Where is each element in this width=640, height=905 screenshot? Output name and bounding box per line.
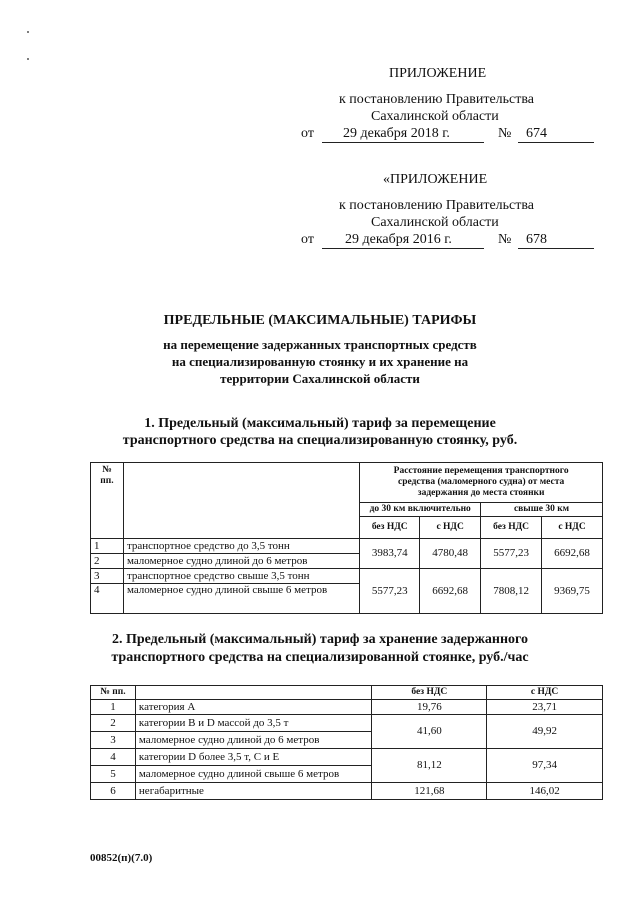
section-1-heading: 1. Предельный (максимальный) тариф за перемещение (144, 416, 496, 431)
table-row (91, 783, 603, 800)
doc-subtitle-line: на перемещение задержанных транспортных средств (163, 337, 477, 352)
document-code: 00852(п)(7.0) (90, 852, 153, 864)
col-name-header (135, 686, 372, 700)
value-cell: 49,92 (487, 715, 603, 749)
number-underline (518, 142, 594, 143)
value-cell: 6692,68 (420, 569, 481, 614)
no-vat-header: без НДС (372, 686, 487, 700)
value-cell: 23,71 (487, 700, 603, 715)
row-name: категории D более 3,5 т, С и Е (135, 749, 372, 766)
row-number: 6 (91, 783, 136, 800)
row-number: 1 (91, 539, 124, 554)
table-row (91, 715, 603, 732)
row-number: 3 (91, 732, 136, 749)
scan-speck (27, 31, 29, 33)
value-cell: 4780,48 (420, 539, 481, 569)
row-name: транспортное средство свыше 3,5 тонн (123, 569, 359, 584)
appendix-title: «ПРИЛОЖЕНИЕ (383, 172, 488, 187)
row-number: 2 (91, 554, 124, 569)
doc-subtitle-line: на специализированную стоянку и их хранение на (171, 354, 469, 369)
row-name: категории В и D массой до 3,5 т (135, 715, 372, 732)
distance-header-line: Расстояние перемещения транспортного (393, 466, 569, 476)
value-cell: 6692,68 (542, 539, 603, 569)
no-vat-header: без НДС (360, 517, 420, 539)
vat-header: с НДС (420, 517, 481, 539)
appendix-title: ПРИЛОЖЕНИЕ (389, 66, 487, 81)
number-label: № (498, 232, 512, 247)
row-name: транспортное средство до 3,5 тонн (123, 539, 359, 554)
decree-line: к постановлению Правительства (339, 92, 535, 107)
value-cell: 7808,12 (481, 569, 542, 614)
from-label: от (301, 232, 314, 247)
number-label: № (498, 126, 512, 141)
decree-number: 678 (526, 232, 547, 247)
distance-header-line: средства (маломерного судна) от места (398, 477, 565, 487)
decree-date: 29 декабря 2016 г. (345, 232, 452, 247)
range-header-30km: до 30 км включительно (360, 503, 481, 517)
row-number: 5 (91, 766, 136, 783)
row-number: 4 (91, 749, 136, 766)
value-cell: 41,60 (372, 715, 487, 749)
date-underline (322, 248, 484, 249)
distance-header (360, 463, 603, 503)
value-cell: 3983,74 (360, 539, 420, 569)
region-line: Сахалинской области (371, 215, 499, 230)
row-name: маломерное судно длиной до 6 метров (123, 554, 359, 569)
value-cell: 146,02 (487, 783, 603, 800)
col-name-header (123, 463, 359, 539)
range-header-over-30km: свыше 30 км (481, 503, 603, 517)
doc-subtitle-line: территории Сахалинской области (220, 371, 420, 386)
col-number-label: пп. (100, 476, 114, 486)
no-vat-header: без НДС (481, 517, 542, 539)
row-name: категория А (135, 700, 372, 715)
row-number: 4 (91, 584, 124, 614)
decree-date: 29 декабря 2018 г. (343, 126, 450, 141)
col-number-header (91, 463, 124, 539)
value-cell: 5577,23 (360, 569, 420, 614)
date-underline (322, 142, 484, 143)
transfer-tariff-table (90, 462, 603, 614)
table-row (91, 539, 603, 554)
table-row (91, 749, 603, 766)
distance-header-line: задержания до места стоянки (417, 488, 545, 498)
row-number: 2 (91, 715, 136, 732)
section-1-heading: транспортного средства на специализированную стоянку, руб. (122, 433, 518, 448)
col-number-header: № пп. (91, 686, 136, 700)
col-number-label: № (102, 465, 112, 475)
table-row (91, 569, 603, 584)
storage-tariff-table (90, 685, 603, 800)
section-2-heading: транспортного средства на специализированной стоянке, руб./час (111, 650, 529, 665)
scan-speck (27, 58, 29, 60)
value-cell: 97,34 (487, 749, 603, 783)
table-row (91, 700, 603, 715)
row-name: негабаритные (135, 783, 372, 800)
region-line: Сахалинской области (371, 109, 499, 124)
value-cell: 9369,75 (542, 569, 603, 614)
value-cell: 121,68 (372, 783, 487, 800)
row-number: 3 (91, 569, 124, 584)
row-number: 1 (91, 700, 136, 715)
row-name: маломерное судно длиной свыше 6 метров (123, 584, 359, 614)
vat-header: с НДС (542, 517, 603, 539)
from-label: от (301, 126, 314, 141)
row-name: маломерное судно длиной до 6 метров (135, 732, 372, 749)
decree-number: 674 (526, 126, 547, 141)
value-cell: 81,12 (372, 749, 487, 783)
section-2-heading: 2. Предельный (максимальный) тариф за хранение задержанного (111, 632, 529, 647)
value-cell: 5577,23 (481, 539, 542, 569)
value-cell: 19,76 (372, 700, 487, 715)
vat-header: с НДС (487, 686, 603, 700)
doc-title: ПРЕДЕЛЬНЫЕ (МАКСИМАЛЬНЫЕ) ТАРИФЫ (163, 313, 477, 328)
row-name: маломерное судно длиной свыше 6 метров (135, 766, 372, 783)
decree-line: к постановлению Правительства (339, 198, 535, 213)
number-underline (518, 248, 594, 249)
